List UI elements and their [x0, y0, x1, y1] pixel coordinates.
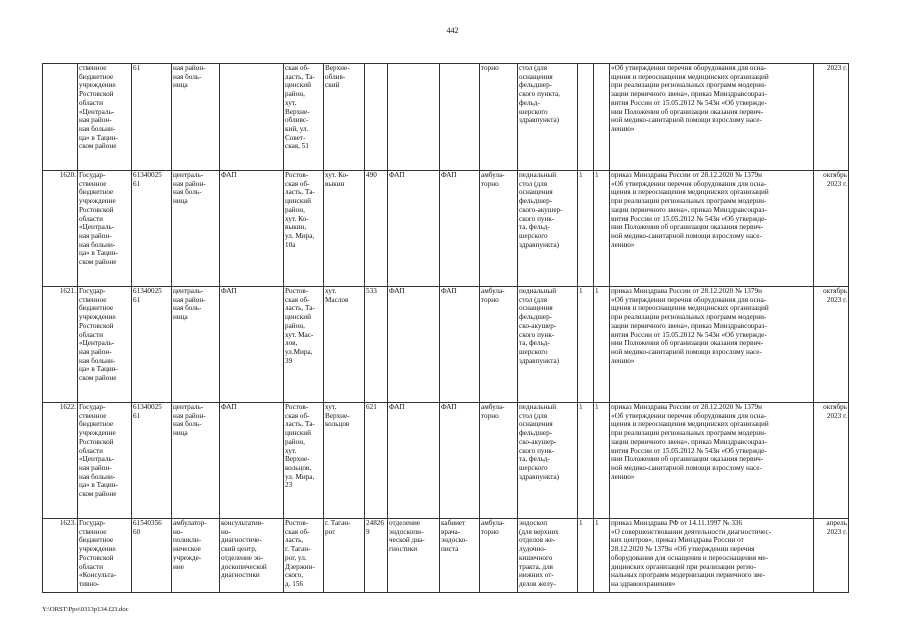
structural-unit-type-cell: отделение эндоскопи- ческой диа- гностики	[388, 519, 440, 593]
population-cell: 621	[365, 403, 388, 519]
deadline-cell: октябрь 2023 г.	[814, 403, 849, 519]
row-number-cell: 1621.	[43, 287, 78, 403]
locality-cell: хут. Ко- выкин	[324, 171, 365, 287]
address-cell: Ростов- ская об- ласть, Та- цинский район, хут. Ко- выкин, ул. Мира, 10а	[284, 171, 324, 287]
quantity-planned-cell: 1	[594, 519, 610, 593]
room-type-cell	[440, 64, 480, 171]
org-code-cell: 61	[132, 64, 172, 171]
org-code-cell: 61540356 60	[132, 519, 172, 593]
locality-cell: хут. Верхне- кольцов	[324, 403, 365, 519]
address-cell: Ростов- ская об- ласть, Та- цинский район, хут. Мас- лов, ул.Мира, 39	[284, 287, 324, 403]
quantity-required-cell: 1	[578, 171, 594, 287]
page-number: 442	[446, 26, 459, 35]
care-conditions-cell: амбула- торно	[480, 171, 518, 287]
deadline-cell: 2023 г.	[814, 64, 849, 171]
care-conditions-cell: амбула- торно	[480, 519, 518, 593]
row-number-cell: 1623.	[43, 519, 78, 593]
organization-name-cell: Государ- ственное бюджетное учреждение Ростовской области «Централь- ная район- ная больни- ца» в Тацин- ском районе	[78, 171, 132, 287]
address-cell: ская об- ласть, Та- цинский район, хут. Верхне- обливс- кий, ул. Совет- ская, 51	[284, 64, 324, 171]
row-number-cell: 1620.	[43, 171, 78, 287]
equipment-name-cell: педиальный стол (для оснащения фельдшер- ско-акушер- ского пунк- та, фельд- шерского здравпункта)	[518, 403, 578, 519]
quantity-planned-cell: 1	[594, 171, 610, 287]
structural-unit-type-cell: ФАП	[388, 403, 440, 519]
org-unit-type-cell: централь- ная район- ная боль- ница	[172, 171, 220, 287]
row-number-cell: 1622.	[43, 403, 78, 519]
quantity-planned-cell	[594, 64, 610, 171]
locality-cell: г. Таган- рог	[324, 519, 365, 593]
quantity-required-cell	[578, 64, 594, 171]
population-cell: 533	[365, 287, 388, 403]
room-type-cell: ФАП	[440, 171, 480, 287]
deadline-cell: апрель 2023 г.	[814, 519, 849, 593]
structural-unit-type-cell: ФАП	[388, 287, 440, 403]
regulatory-document-cell: приказ Минздрава России от 28.12.2020 № 1379н «Об утверждении перечня оборудования для осна- щения и переоснащения медицинских организаций при реализации региональных программ модерни- зации первичного звена», приказ Минздравсоцраз- вития России от 15.05.2012 № 543н «Об утвержде- нии Положения об организации оказания первич- ной медико-санитарной помощи взрослому насе- лению»	[610, 403, 814, 519]
structural-unit-type-cell	[388, 64, 440, 171]
subunit-name-cell	[220, 64, 284, 171]
subunit-name-cell: ФАП	[220, 403, 284, 519]
org-unit-type-cell: амбулатор- но- поликли- ническое учрежде- ние	[172, 519, 220, 593]
subunit-name-cell: консультатив- но- диагностиче- ский центр, отделение эн- доскопической диагностики	[220, 519, 284, 593]
organization-name-cell: Государ- ственное бюджетное учреждение Ростовской области «Консульта- тивно-	[78, 519, 132, 593]
equipment-name-cell: педиальный стол (для оснащения фельдшер- ско-акушер- ского пунк- та, фельд- шерского здравпункта)	[518, 287, 578, 403]
regulatory-document-cell: приказ Минздрава РФ от 14.11.1997 № 336 «О совершенствовании деятельности диагностичес- ких центров», приказ Минздрава России от 28.12.2020 № 1379н «Об утверждении перечня оборудования для оснащения и переоснащения ме- дицинских организаций при реализации регио- нальных программ модернизации первичного зве- на здравоохранения»	[610, 519, 814, 593]
regulatory-document-cell: приказ Минздрава России от 28.12.2020 № 1379н «Об утверждении перечня оборудования для осна- щения и переоснащения медицинских организаций при реализации региональных программ модерни- зации первичного звена», приказ Минздравсоцраз- вития России от 15.05.2012 № 543н «Об утвержде- нии Положения об организации оказания первич- ной медико-санитарной помощи взрослому насе- лению»	[610, 171, 814, 287]
table-row	[43, 403, 849, 519]
equipment-name-cell: стол (для оснащения фельдшер- ского пункта, фельд- шерского здравпункта)	[518, 64, 578, 171]
room-type-cell: ФАП	[440, 403, 480, 519]
org-code-cell: 61340025 61	[132, 403, 172, 519]
equipment-name-cell: эндоскоп (для верхних отделов же- лудочно- кишечного тракта, для нижних от- делов желу-	[518, 519, 578, 593]
subunit-name-cell: ФАП	[220, 287, 284, 403]
regulatory-document-cell: приказ Минздрава России от 28.12.2020 № 1379н «Об утверждении перечня оборудования для осна- щения и переоснащения медицинских организаций при реализации региональных программ модерни- зации первичного звена», приказ Минздравсоцраз- вития России от 15.05.2012 № 543н «Об утвержде- нии Положения об организации оказания первич- ной медико-санитарной помощи взрослому насе- лению»	[610, 287, 814, 403]
care-conditions-cell: амбула- торно	[480, 403, 518, 519]
address-cell: Ростов- ская об- ласть, Та- цинский район, хут. Верхне- кольцов, ул. Мира, 23	[284, 403, 324, 519]
org-unit-type-cell: ная район- ная боль- ница	[172, 64, 220, 171]
population-cell: 24826 9	[365, 519, 388, 593]
footer-file-path: Y:\ORST\Ppo\0313p134.f23.doc	[42, 606, 129, 613]
org-code-cell: 61340025 61	[132, 171, 172, 287]
row-number-cell	[43, 64, 78, 171]
table-row	[43, 171, 849, 287]
address-cell: Ростов- ская об- ласть, г. Таган- рог, ул. Дзержин- ского, д. 156	[284, 519, 324, 593]
deadline-cell: октябрь 2023 г.	[814, 287, 849, 403]
structural-unit-type-cell: ФАП	[388, 171, 440, 287]
organization-name-cell: Государ- ственное бюджетное учреждение Ростовской области «Централь- ная район- ная больни- ца» в Тацин- ском районе	[78, 403, 132, 519]
population-cell	[365, 64, 388, 171]
subunit-name-cell: ФАП	[220, 171, 284, 287]
room-type-cell: ФАП	[440, 287, 480, 403]
locality-cell: хут. Маслов	[324, 287, 365, 403]
quantity-required-cell: 1	[578, 519, 594, 593]
population-cell: 490	[365, 171, 388, 287]
quantity-required-cell: 1	[578, 287, 594, 403]
quantity-planned-cell: 1	[594, 403, 610, 519]
locality-cell: Верхне- облив- ский	[324, 64, 365, 171]
quantity-required-cell: 1	[578, 403, 594, 519]
quantity-planned-cell: 1	[594, 287, 610, 403]
org-unit-type-cell: централь- ная район- ная боль- ница	[172, 287, 220, 403]
care-conditions-cell: торно	[480, 64, 518, 171]
organization-name-cell: Государ- ственное бюджетное учреждение Ростовской области «Централь- ная район- ная больни- ца» в Тацин- ском районе	[78, 287, 132, 403]
care-conditions-cell: амбула- торно	[480, 287, 518, 403]
org-unit-type-cell: централь- ная район- ная боль- ница	[172, 403, 220, 519]
deadline-cell: октябрь 2023 г.	[814, 171, 849, 287]
equipment-table	[42, 63, 849, 593]
table-row	[43, 287, 849, 403]
table-row	[43, 519, 849, 593]
org-code-cell: 61340025 61	[132, 287, 172, 403]
room-type-cell: кабинет врача- эндоско- писта	[440, 519, 480, 593]
regulatory-document-cell: «Об утверждении перечня оборудования для осна- щения и переоснащения медицинских организаций при реализации региональных программ модерни- зации первичного звена», приказ Минздравсоцраз- вития России от 15.05.2012 № 543н «Об утвержде- нии Положения об организации оказания первич- ной медико-санитарной помощи взрослому насе- лению»	[610, 64, 814, 171]
organization-name-cell: ственное бюджетное учреждение Ростовской области «Централь- ная район- ная больни- ца» в Тацин- ском районе	[78, 64, 132, 171]
equipment-name-cell: педиальный стол (для оснащения фельдшер- ского-акушер- ского пунк- та, фельд- шерского здравпункта)	[518, 171, 578, 287]
table-row	[43, 64, 849, 171]
